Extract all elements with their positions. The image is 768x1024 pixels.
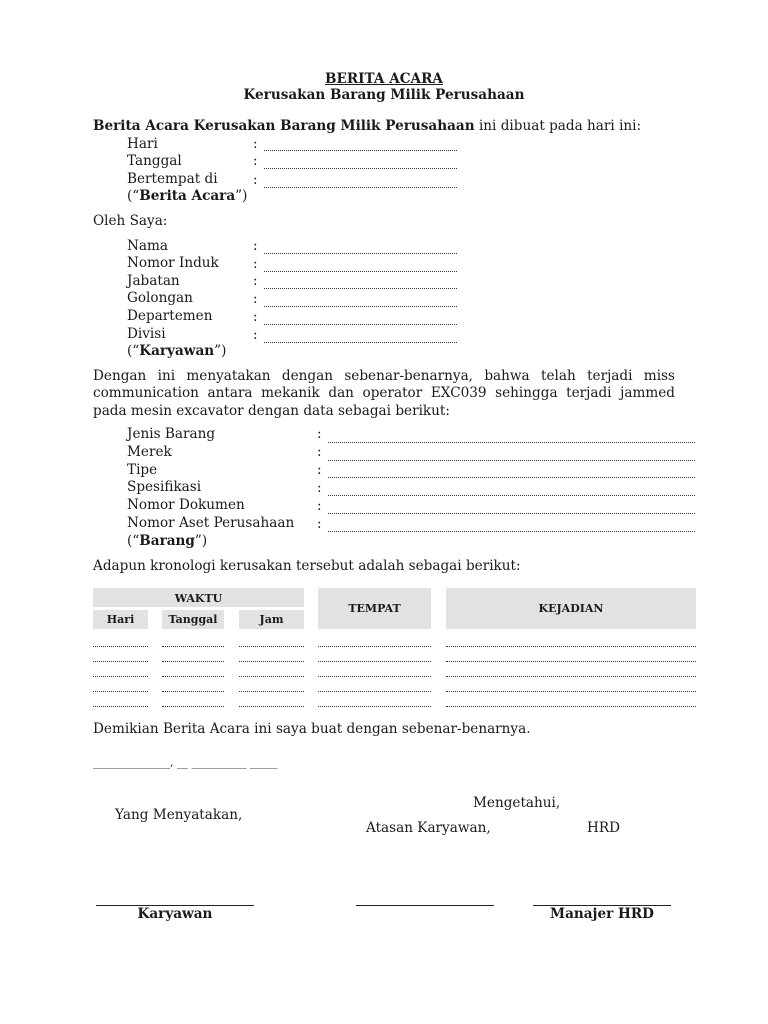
field-colon: : (253, 172, 258, 188)
alias-open: (“ (127, 343, 140, 359)
field-label-merek: Merek (127, 444, 172, 460)
field-blank-tipe[interactable] (328, 477, 695, 478)
field-blank-tanggal[interactable] (264, 168, 457, 169)
atasan-karyawan-label: Atasan Karyawan, (366, 820, 491, 836)
table-cell[interactable] (318, 661, 431, 662)
alias-word: Karyawan (139, 343, 215, 359)
table-cell[interactable] (162, 706, 224, 707)
table-cell[interactable] (446, 691, 696, 692)
field-label-spesifikasi: Spesifikasi (127, 479, 202, 495)
field-colon: : (253, 273, 258, 289)
table-cell[interactable] (318, 691, 431, 692)
field-colon: : (253, 153, 258, 169)
field-blank-nama[interactable] (264, 253, 457, 254)
field-colon: : (317, 498, 322, 514)
field-label-departemen: Departemen (127, 308, 213, 324)
field-colon: : (253, 309, 258, 325)
field-blank-nomor-aset[interactable] (328, 531, 695, 532)
table-header-kejadian: KEJADIAN (446, 588, 696, 629)
table-cell[interactable] (318, 706, 431, 707)
table-cell[interactable] (318, 646, 431, 647)
field-blank-departemen[interactable] (264, 324, 457, 325)
table-cell[interactable] (239, 646, 304, 647)
field-blank-spesifikasi[interactable] (328, 495, 695, 496)
table-header-tempat: TEMPAT (318, 588, 431, 629)
date-line[interactable]: ______________, __ __________ _____ (93, 756, 278, 769)
alias-open: (“ (127, 188, 140, 204)
alias-close: ”) (194, 533, 208, 549)
field-blank-divisi[interactable] (264, 342, 457, 343)
table-cell[interactable] (318, 676, 431, 677)
field-blank-golongan[interactable] (264, 306, 457, 307)
field-blank-bertempat[interactable] (264, 187, 457, 188)
table-header-tanggal: Tanggal (162, 610, 224, 629)
field-blank-hari[interactable] (264, 150, 457, 151)
alias-berita-acara (127, 188, 247, 206)
field-blank-merek[interactable] (328, 460, 695, 461)
table-cell[interactable] (239, 691, 304, 692)
table-cell[interactable] (93, 661, 148, 662)
table-cell[interactable] (93, 676, 148, 677)
table-cell[interactable] (446, 706, 696, 707)
intro-line (93, 118, 641, 136)
field-colon: : (253, 291, 258, 307)
field-label-nomor-dokumen: Nomor Dokumen (127, 497, 245, 513)
manajer-hrd-signature-name: Manajer HRD (550, 906, 654, 922)
table-cell[interactable] (93, 646, 148, 647)
statement-paragraph: Dengan ini menyatakan dengan sebenar-benarnya, bahwa telah terjadi miss communication antara mekanik dan operator EXC039 sehingga terjadi jammed pada mesin excavator dengan data sebagai berikut: (93, 368, 675, 419)
table-cell[interactable] (239, 706, 304, 707)
field-label-nomor-induk: Nomor Induk (127, 255, 219, 271)
field-label-golongan: Golongan (127, 290, 193, 306)
table-cell[interactable] (93, 706, 148, 707)
field-blank-nomor-induk[interactable] (264, 271, 457, 272)
table-cell[interactable] (239, 661, 304, 662)
oleh-saya-text: Oleh Saya: (93, 213, 168, 229)
alias-barang (127, 533, 207, 551)
yang-menyatakan-label: Yang Menyatakan, (115, 807, 243, 823)
alias-open: (“ (127, 533, 140, 549)
field-colon: : (317, 516, 322, 532)
karyawan-signature-name: Karyawan (137, 906, 213, 922)
intro-bold-text: Berita Acara Kerusakan Barang Milik Perusahaan (93, 118, 475, 134)
table-cell[interactable] (446, 661, 696, 662)
table-cell[interactable] (162, 646, 224, 647)
document-title: BERITA ACARA (325, 71, 443, 87)
table-header-jam: Jam (239, 610, 304, 629)
table-cell[interactable] (93, 691, 148, 692)
alias-word: Berita Acara (139, 188, 236, 204)
field-colon: : (253, 136, 258, 152)
field-label-divisi: Divisi (127, 326, 166, 342)
field-colon: : (317, 444, 322, 460)
field-blank-jenis-barang[interactable] (328, 442, 695, 443)
field-label-tanggal: Tanggal (127, 153, 182, 169)
alias-word: Barang (139, 533, 195, 549)
field-label-nomor-aset: Nomor Aset Perusahaan (127, 515, 295, 531)
closing-text: Demikian Berita Acara ini saya buat dengan sebenar-benarnya. (93, 721, 531, 737)
field-label-jabatan: Jabatan (127, 273, 180, 289)
field-colon: : (317, 480, 322, 496)
alias-close: ”) (214, 343, 227, 359)
field-blank-jabatan[interactable] (264, 288, 457, 289)
alias-karyawan (127, 343, 226, 361)
field-label-jenis-barang: Jenis Barang (127, 426, 216, 442)
table-header-hari: Hari (93, 610, 148, 629)
chronology-intro: Adapun kronologi kerusakan tersebut adalah sebagai berikut: (93, 558, 521, 574)
table-cell[interactable] (162, 661, 224, 662)
alias-close: ”) (235, 188, 248, 204)
table-cell[interactable] (162, 676, 224, 677)
mengetahui-label: Mengetahui, (473, 795, 561, 811)
field-blank-nomor-dokumen[interactable] (328, 513, 695, 514)
intro-rest-text: ini dibuat pada hari ini: (478, 118, 642, 134)
field-colon: : (253, 327, 258, 343)
field-label-nama: Nama (127, 238, 168, 254)
table-cell[interactable] (446, 646, 696, 647)
table-header-waktu: WAKTU (93, 588, 304, 607)
table-cell[interactable] (162, 691, 224, 692)
field-label-hari: Hari (127, 136, 158, 152)
field-label-tipe: Tipe (127, 462, 158, 478)
field-colon: : (253, 256, 258, 272)
hrd-label: HRD (587, 820, 620, 836)
field-colon: : (317, 426, 322, 442)
field-colon: : (253, 238, 258, 254)
table-cell[interactable] (446, 676, 696, 677)
field-label-bertempat: Bertempat di (127, 171, 218, 187)
table-cell[interactable] (239, 676, 304, 677)
field-colon: : (317, 462, 322, 478)
signature-line-atasan[interactable] (356, 905, 494, 906)
document-subtitle: Kerusakan Barang Milik Perusahaan (243, 87, 525, 103)
